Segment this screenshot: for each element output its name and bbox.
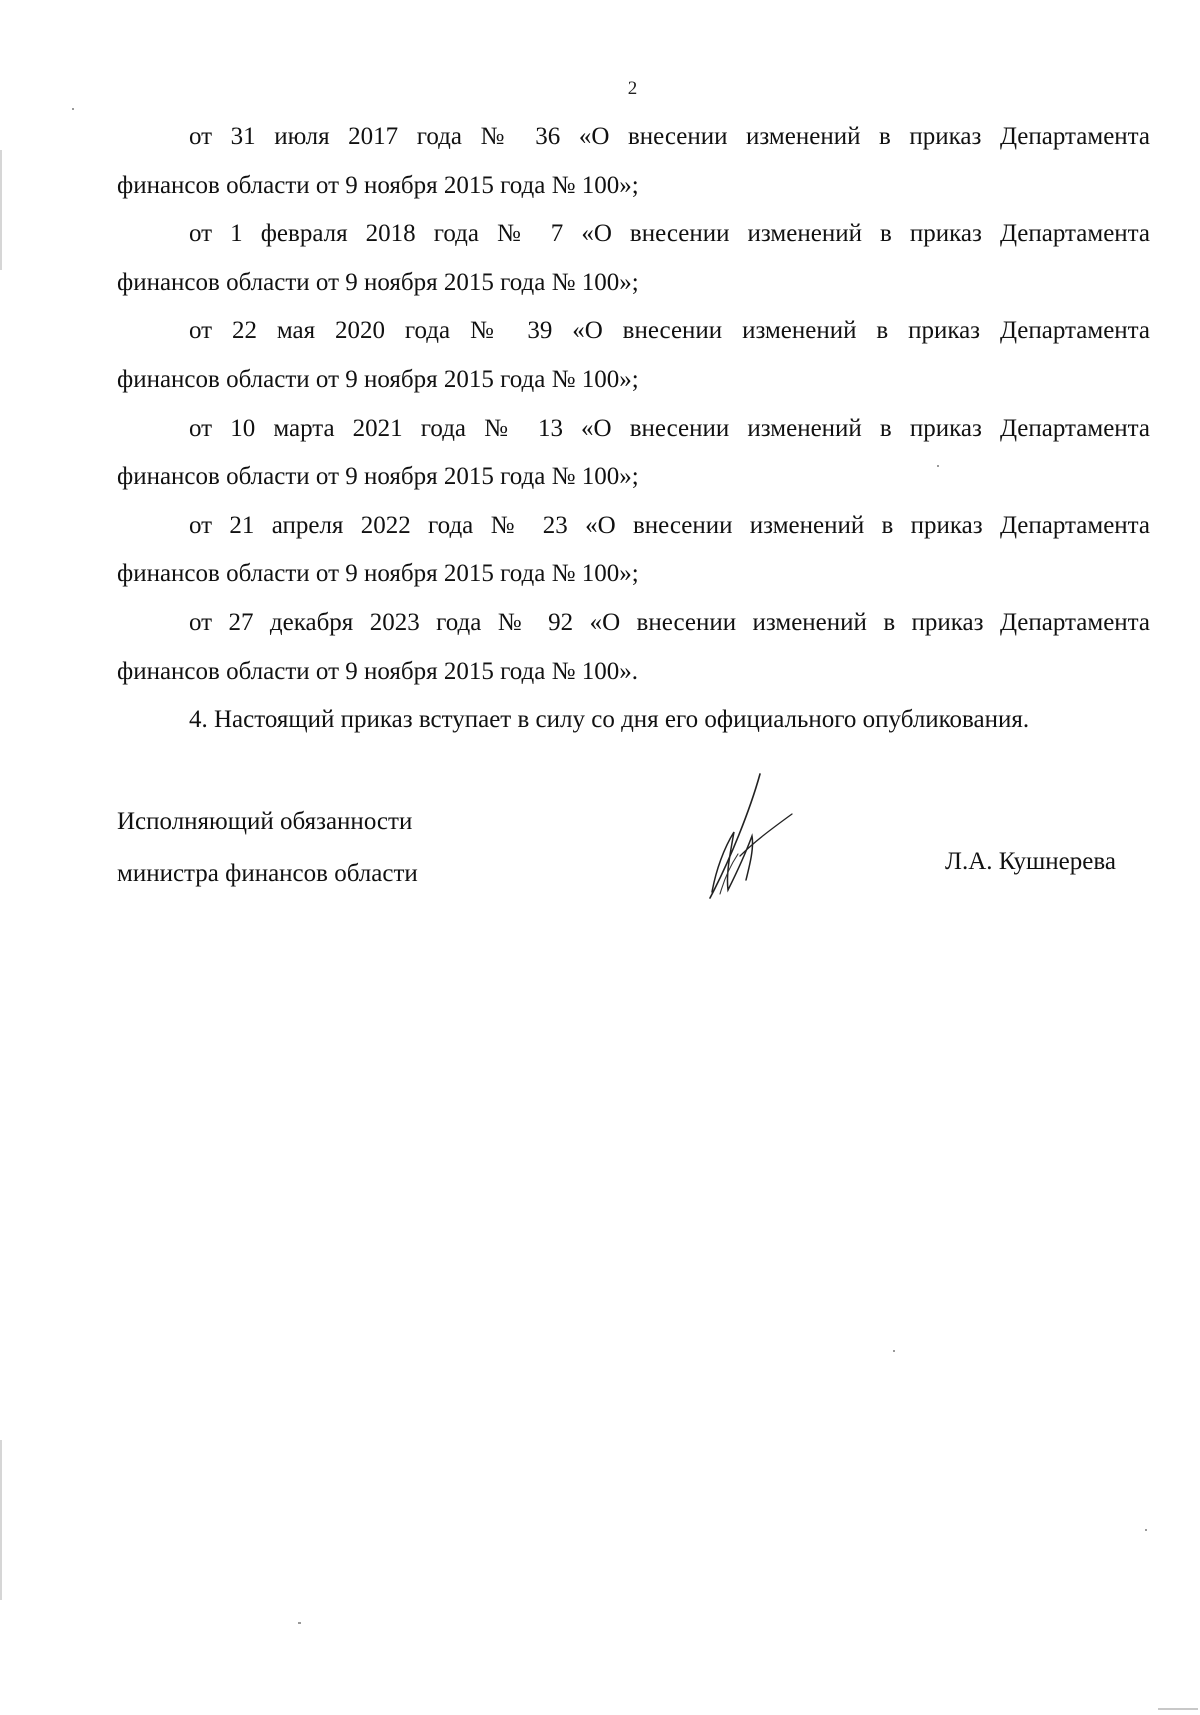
- list-item-line: финансов области от 9 ноября 2015 года № 100»;: [117, 463, 639, 491]
- list-item: [117, 599, 1150, 696]
- list-item: [117, 113, 1150, 210]
- signatory-position: [117, 796, 418, 900]
- list-item-line: финансов области от 9 ноября 2015 года № 100»;: [117, 171, 639, 199]
- position-line: Исполняющий обязанности: [117, 808, 413, 835]
- scan-speck: [893, 1350, 895, 1352]
- scan-speck: [298, 1622, 301, 1624]
- scan-edge-mark: [0, 150, 2, 270]
- handwritten-signature: [690, 770, 800, 905]
- list-item-line: от 10 марта 2021 года № 13 «О внесении изменений в приказ Департамента: [189, 414, 1150, 442]
- list-item-line: от 1 февраля 2018 года № 7 «О внесении изменений в приказ Департамента: [189, 220, 1150, 248]
- list-item-line: от 27 декабря 2023 года № 92 «О внесении изменений в приказ Департамента: [189, 608, 1150, 636]
- list-item-line: финансов области от 9 ноября 2015 года № 100»;: [117, 365, 639, 393]
- list-item-line: финансов области от 9 ноября 2015 года № 100»;: [117, 560, 639, 588]
- signatory-name: Л.А. Кушнерева: [945, 848, 1116, 875]
- document-body: [117, 113, 1150, 745]
- page-number: 2: [627, 78, 638, 99]
- scan-edge-mark: [0, 1440, 2, 1600]
- scan-speck: [72, 108, 74, 110]
- list-item-line: от 21 апреля 2022 года № 23 «О внесении изменений в приказ Департамента: [189, 511, 1150, 539]
- clause-4: 4. Настоящий приказ вступает в силу со дня его официального опубликования.: [189, 706, 1030, 734]
- position-line: министра финансов области: [117, 860, 418, 887]
- list-item: [117, 502, 1150, 599]
- list-item: [117, 210, 1150, 307]
- scan-speck: [1158, 1708, 1198, 1710]
- list-item-line: финансов области от 9 ноября 2015 года № 100».: [117, 657, 638, 685]
- list-item: [117, 307, 1150, 404]
- list-item-line: финансов области от 9 ноября 2015 года № 100»;: [117, 268, 639, 296]
- list-item-line: от 31 июля 2017 года № 36 «О внесении изменений в приказ Департамента: [189, 123, 1150, 150]
- scan-speck: [1145, 1529, 1147, 1531]
- list-item-line: от 22 мая 2020 года № 39 «О внесении изменений в приказ Департамента: [189, 317, 1150, 345]
- list-item: [117, 405, 1150, 502]
